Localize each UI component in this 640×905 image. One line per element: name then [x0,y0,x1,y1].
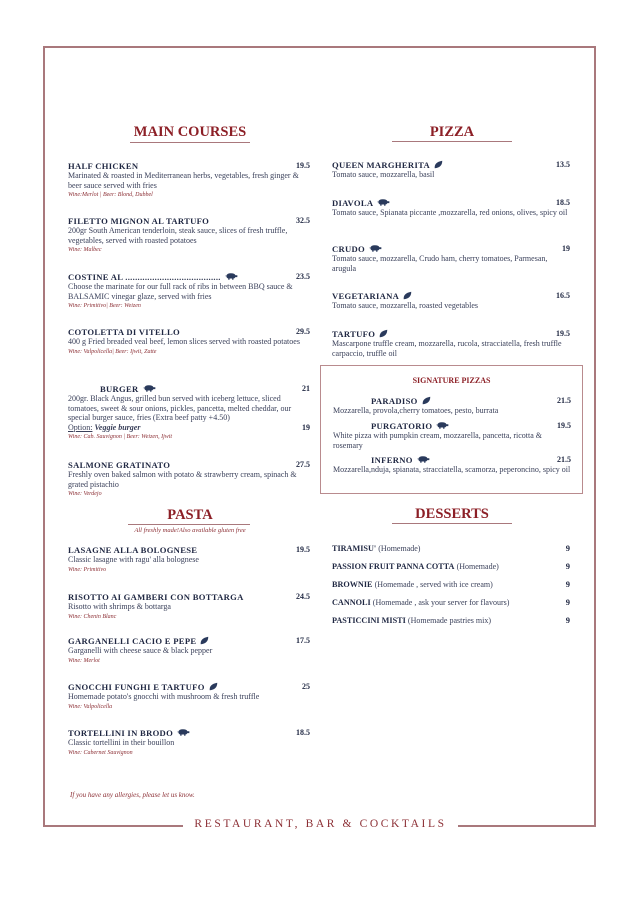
leaf-icon [422,396,431,405]
signature-item-inferno [333,455,571,475]
dessert-item-pasticcini [332,615,570,625]
item-name: COTOLETTA DI VITELLO [68,327,181,337]
dessert-price: 9 [565,615,570,625]
item-wine: Wine: Chenin Blanc [68,613,117,620]
item-desc: Freshly oven baked salmon with potato & strawberry cream, spinach & grated pistachio [68,470,297,489]
item-desc: Mascarpone truffle cream, mozzarella, rucola, stracciatella, fresh truffle carpaccio, truffle oil [332,339,562,358]
item-desc: Homemade potato's gnocchi with mushroom & fresh truffle [68,692,260,701]
dessert-name: BROWNIE [332,580,373,589]
dessert-note: (Homemade) [378,544,421,553]
dessert-name: TIRAMISU' [332,544,377,553]
item-wine: Wine: Malbec [68,247,102,254]
item-name: PURGATORIO [371,421,433,431]
leaf-icon [379,329,388,338]
item-price: 19.5 [296,161,310,170]
pig-icon [177,728,190,737]
option-label: Option: [68,422,93,432]
item-name: BURGER [100,384,139,394]
menu-item-lasagne [68,545,310,573]
item-name: GNOCCHI FUNGHI E TARTUFO [68,682,205,692]
frame-right-border [594,46,596,827]
option-value: Veggie burger [94,422,141,432]
dessert-item-tiramisu [332,543,570,553]
item-price: 21 [302,384,310,393]
dessert-item-cannoli [332,597,570,607]
item-name: TORTELLINI IN BRODO [68,728,174,738]
dessert-note: (Homemade pastries mix) [407,616,491,625]
item-wine: Wine: Valpolicella| Beer: Ijwit, Zatte [68,348,157,355]
item-price: 19.5 [296,545,310,554]
frame-top-border [43,46,596,48]
desserts-title: DESSERTS [415,506,489,522]
frame-bottom-right-border [458,825,596,827]
item-name: LASAGNE ALLA BOLOGNESE [68,545,198,555]
pig-icon [377,198,390,207]
pig-icon [369,244,382,253]
item-price: 21.5 [557,396,571,405]
item-desc: Classic tortellini in their bouillon [68,738,175,747]
item-price: 19.5 [557,421,571,430]
item-price: 16.5 [556,291,570,300]
pasta-subtitle: All freshly made!Also available gluten free [134,527,246,534]
menu-item-cotoletta [68,327,310,355]
pig-icon [143,384,156,393]
item-desc: Tomato sauce, mozzarella, Crudo ham, cherry tomatoes, Parmesan, arugula [332,254,548,273]
item-desc: Choose the marinate for our full rack of ribs in between BBQ sauce & BALSAMIC vinegar glaze, served with fries [68,282,293,301]
item-desc: 200gr. Black Angus, grilled bun served with iceberg lettuce, sliced tomatoes, sweet & sour onions, pickles, pancetta, melted cheddar, our special burger sauce, fries (Extra beef patty +4.50) [68,394,292,423]
pizza-item-crudo [332,244,570,273]
dessert-name: PASTICCINI MISTI [332,616,406,625]
main-courses-underline [130,142,250,143]
item-wine: Wine: Cabernet Sauvignon [68,749,133,756]
item-wine: Wine: Merlot [68,657,100,664]
item-desc: Tomato sauce, Spianata piccante ,mozzarella, red onions, olives, spicy oil [332,208,568,217]
pizza-item-queen-margherita [332,160,570,180]
pizza-underline [392,141,512,142]
dessert-price: 9 [565,543,570,553]
item-price: 21.5 [557,455,571,464]
dessert-name: PASSION FRUIT PANNA COTTA [332,562,455,571]
pizza-item-vegetariana [332,291,570,311]
menu-item-tortellini [68,728,310,756]
item-name: INFERNO [371,455,413,465]
item-desc: 200gr South American tenderloin, steak sauce, slices of fresh truffle, vegetables, served with roasted potatoes [68,226,288,245]
allergy-note: If you have any allergies, please let us know. [70,791,195,799]
pasta-title: PASTA [167,507,213,523]
dessert-name: CANNOLI [332,598,371,607]
item-name: TARTUFO [332,329,376,339]
leaf-icon [200,636,209,645]
frame-bottom-left-border [43,825,183,827]
dessert-price: 9 [565,597,570,607]
burger-option [68,423,310,433]
item-wine: Wine: Valpolicella [68,703,113,710]
pig-icon [436,421,449,430]
item-name: FILETTO MIGNON AL TARTUFO [68,216,210,226]
dessert-price: 9 [565,561,570,571]
item-price: 32.5 [296,216,310,225]
desserts-underline [392,523,512,524]
item-desc: Marinated & roasted in Mediterranean herbs, vegetables, fresh ginger & beer sauce served with fries [68,171,299,190]
item-price: 27.5 [296,460,310,469]
menu-item-risotto [68,592,310,620]
item-desc: Mozzarella, provola,cherry tomatoes, pesto, burrata [333,406,499,415]
item-name: PARADISO [371,396,418,406]
signature-item-paradiso [333,396,571,416]
dessert-item-panna-cotta [332,561,570,571]
pizza-item-tartufo [332,329,570,358]
item-price: 18.5 [556,198,570,207]
item-name: GARGANELLI CACIO E PEPE [68,636,197,646]
item-desc: Tomato sauce, mozzarella, basil [332,170,435,179]
pig-icon [225,272,238,281]
item-desc: Garganelli with cheese sauce & black pepper [68,646,213,655]
menu-item-salmone [68,460,310,497]
footer-tagline: RESTAURANT, BAR & COCKTAILS [194,818,447,830]
item-price: 18.5 [296,728,310,737]
item-price: 24.5 [296,592,310,601]
signature-pizzas-title: SIGNATURE PIZZAS [412,376,491,385]
leaf-icon [403,291,412,300]
dessert-note: (Homemade , served with ice cream) [374,580,493,589]
menu-item-burger [68,384,310,440]
item-wine: Wine: Verdejo [68,491,102,498]
item-name: VEGETARIANA [332,291,400,301]
item-desc: Risotto with shrimps & bottarga [68,602,171,611]
item-wine: Wine:Merlot | Beer: Blond, Dubbel [68,192,153,199]
item-desc: White pizza with pumpkin cream, mozzarella, pancetta, ricotta & rosemary [333,431,543,450]
dessert-price: 9 [565,579,570,589]
pizza-title: PIZZA [429,124,475,140]
pasta-underline [128,524,250,525]
item-desc: Classic lasagne with ragu' alla bolognese [68,555,199,564]
leaf-icon [209,682,218,691]
menu-item-costine [68,272,310,309]
item-price: 17.5 [296,636,310,645]
item-price: 23.5 [296,272,310,281]
menu-item-garganelli [68,636,310,664]
item-price: 19 [562,244,570,253]
item-price: 29.5 [296,327,310,336]
item-name: COSTINE AL ....................................... [68,272,221,282]
main-courses-title: MAIN COURSES [133,124,247,140]
item-price: 13.5 [556,160,570,169]
item-wine: Wine: Primitivo [68,566,107,573]
item-name: RISOTTO AI GAMBERI CON BOTTARGA [68,592,244,602]
item-price: 25 [302,682,310,691]
item-name: HALF CHICKEN [68,161,139,171]
item-name: DIAVOLA [332,198,374,208]
item-wine: Wine: Primitivo| Beer: Weizen [68,303,141,310]
menu-item-filetto-mignon [68,216,310,253]
dessert-item-brownie [332,579,570,589]
frame-left-border [43,46,45,827]
signature-item-purgatorio [333,421,571,450]
dessert-note: (Homemade , ask your server for flavours) [372,598,510,607]
item-desc: Mozzarella,nduja, spianata, stracciatella, scamorza, peperoncino, spicy oil [333,465,571,474]
item-price: 19.5 [556,329,570,338]
menu-item-half-chicken [68,161,310,198]
item-name: QUEEN MARGHERITA [332,160,430,170]
pig-icon [417,455,430,464]
item-name: SALMONE GRATINATO [68,460,171,470]
dessert-note: (Homemade) [456,562,499,571]
menu-item-gnocchi [68,682,310,710]
pizza-item-diavola [332,198,570,218]
leaf-icon [434,160,443,169]
option-price: 19 [302,422,310,432]
item-name: CRUDO [332,244,366,254]
item-desc: 400 g Fried breaded veal beef, lemon slices served with roasted potatoes [68,337,300,346]
item-desc: Tomato sauce, mozzarella, roasted vegetables [332,301,479,310]
item-wine: Wine: Cab. Sauvignon | Beer: Weizen, Ijwit [68,434,173,441]
